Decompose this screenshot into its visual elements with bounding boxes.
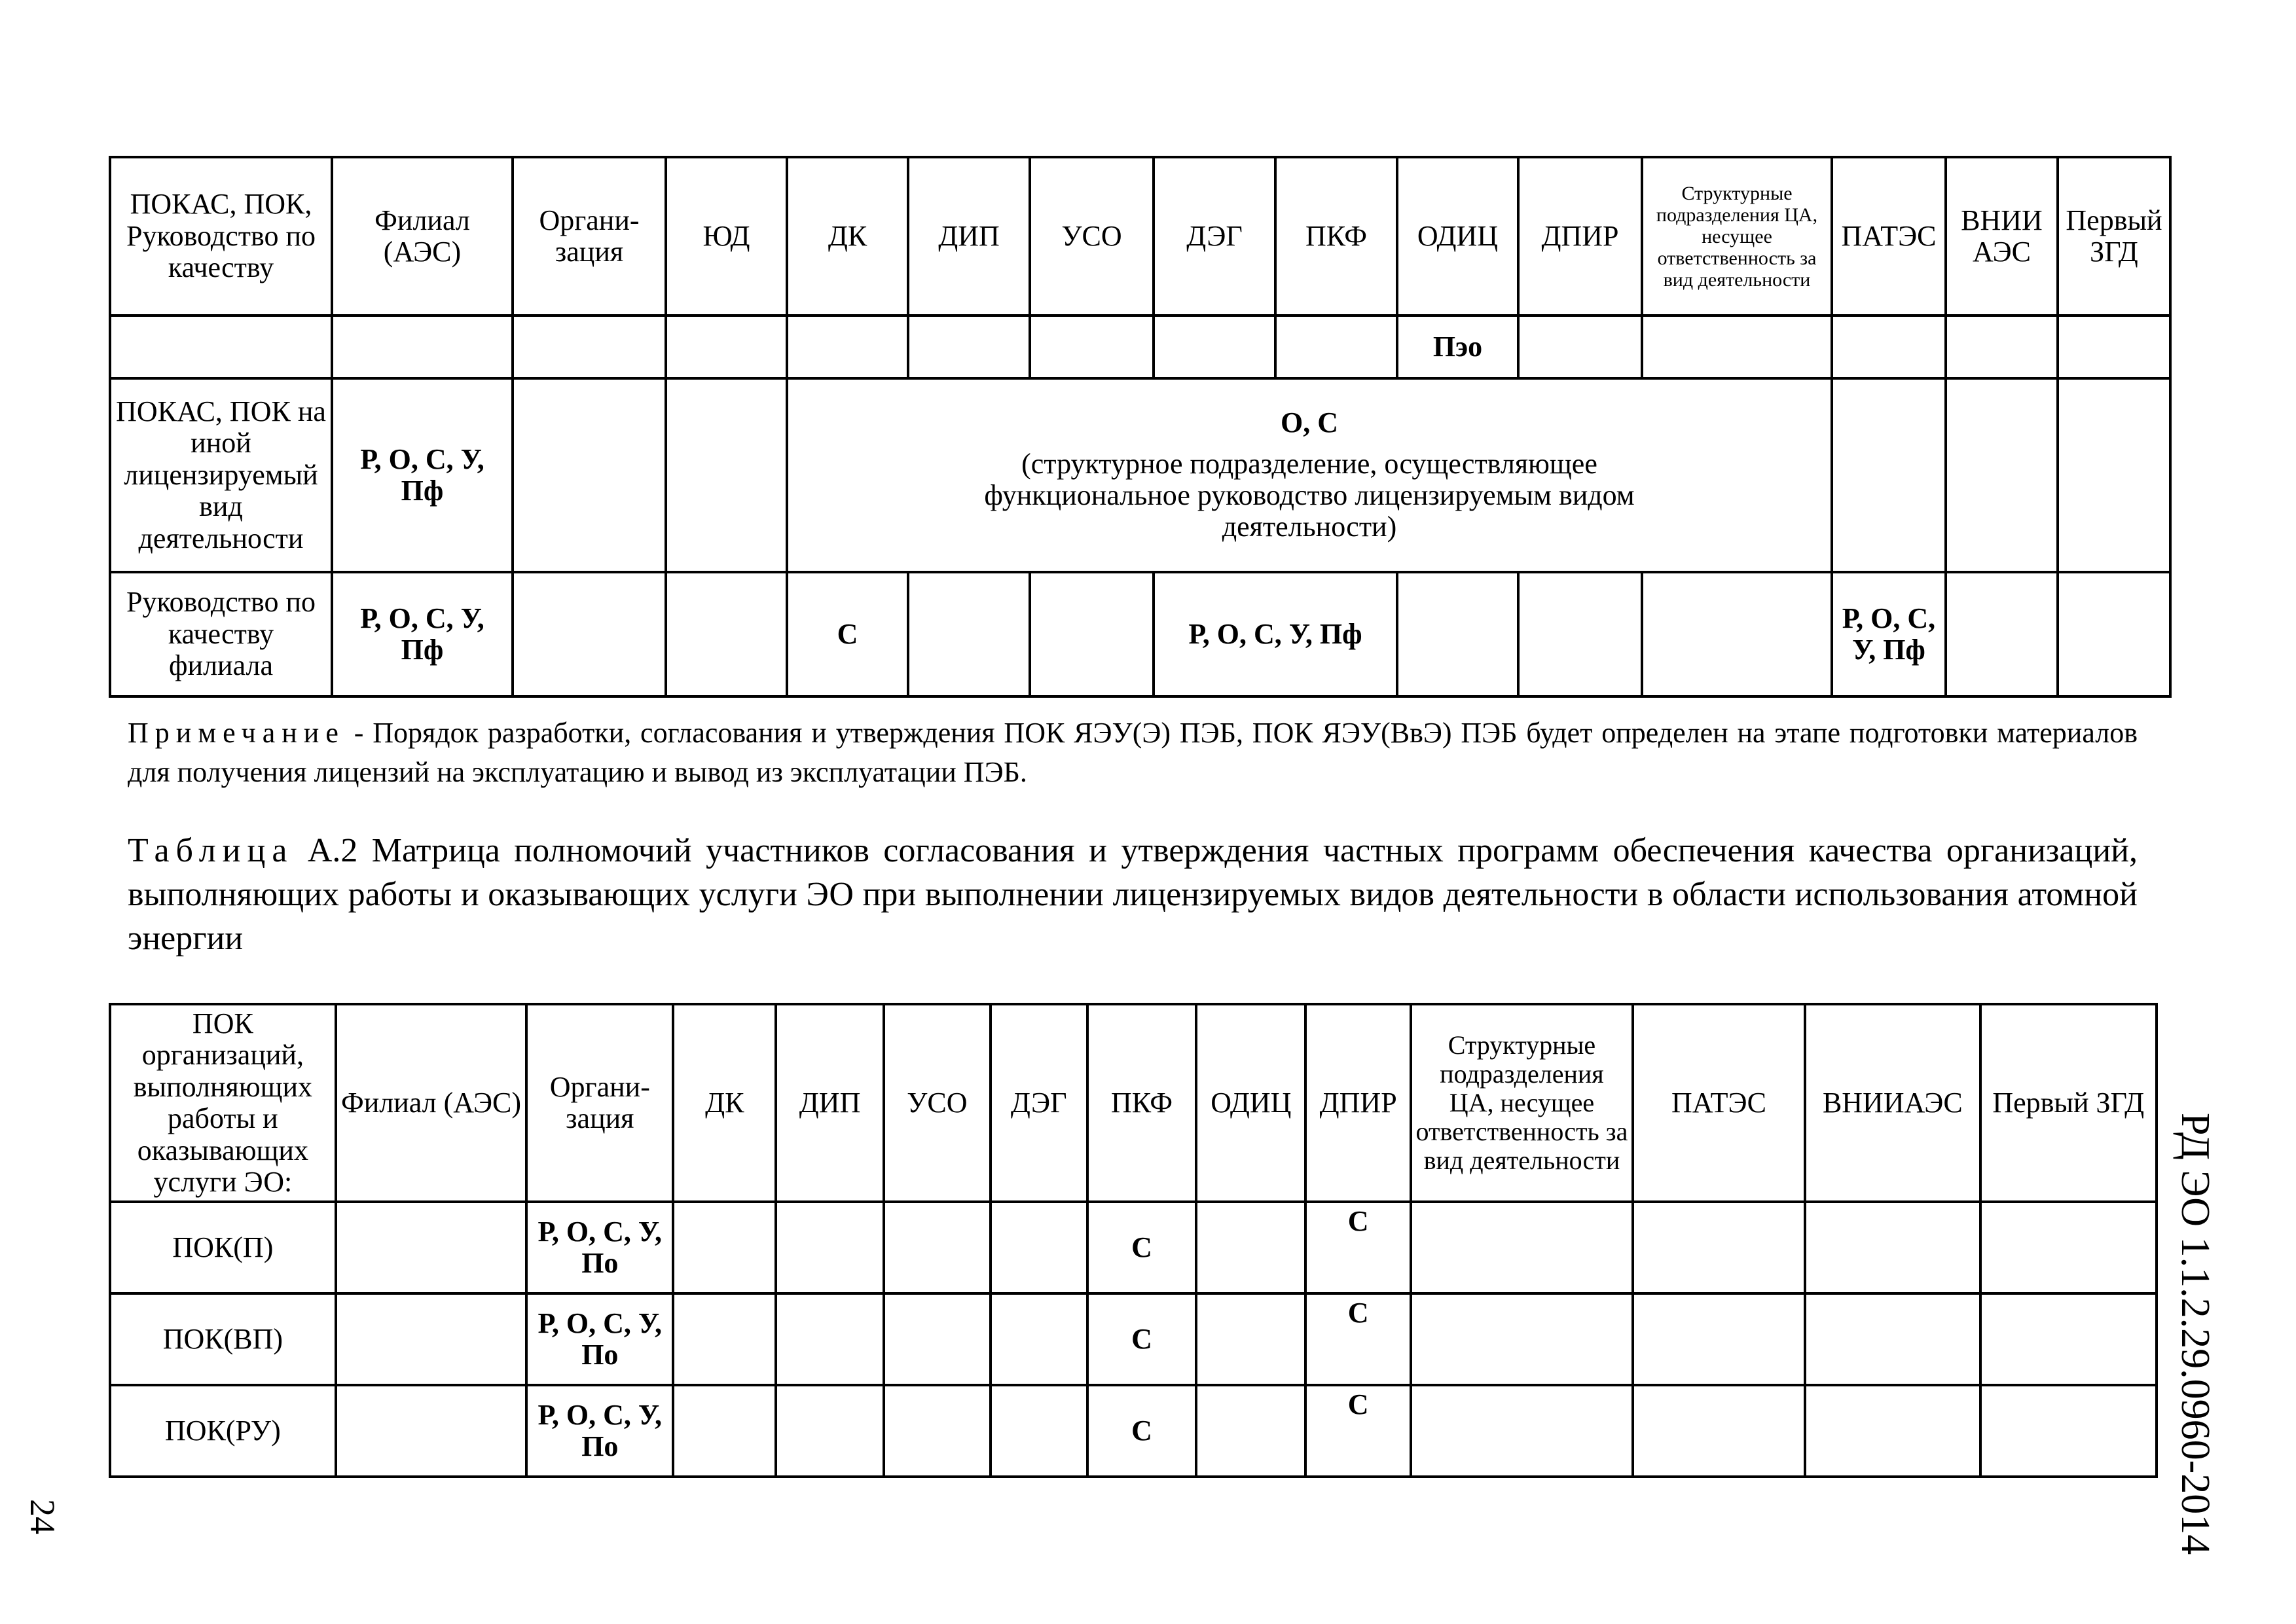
cell (1832, 378, 1946, 572)
cell (1154, 316, 1275, 378)
table-note (128, 713, 2138, 792)
cell (2058, 378, 2170, 572)
cell (1805, 1202, 1980, 1293)
document-id: РД ЭО 1.1.2.29.0960-2014 (2173, 1113, 2217, 1555)
cell (1980, 1202, 2157, 1293)
cell (673, 1293, 776, 1385)
cell-org-value: Р, О, С, У, По (526, 1385, 673, 1477)
header-first-zgd: Первый ЗГД (1980, 1004, 2157, 1202)
row-label: Руководство по качеству филиала (110, 572, 332, 696)
cell (884, 1385, 991, 1477)
cell (673, 1385, 776, 1477)
cell (991, 1385, 1087, 1477)
cell (336, 1202, 526, 1293)
caption-text: А.2 Матрица полномочий участников согласования и утверждения частных программ обеспечения качества организаций, выполняющих работы и оказывающих услуги ЭО при выполнении лицензируемых видов деятельности в области использования атомной энергии (128, 832, 2138, 957)
cell-filial-value: Р, О, С, У, Пф (332, 572, 513, 696)
header-dk: ДК (787, 157, 908, 316)
table-header-row (110, 157, 2170, 316)
cell (332, 316, 513, 378)
header-vniiaes: ВНИИАЭС (1805, 1004, 1980, 1202)
cell (1030, 316, 1154, 378)
cell (1642, 572, 1832, 696)
cell (513, 316, 666, 378)
header-dk: ДК (673, 1004, 776, 1202)
cell (336, 1293, 526, 1385)
row-label: ПОК(ВП) (110, 1293, 336, 1385)
cell (908, 316, 1030, 378)
header-pkf: ПКФ (1087, 1004, 1197, 1202)
row-label: ПОК(РУ) (110, 1385, 336, 1477)
table-caption (128, 829, 2138, 960)
cell (1275, 316, 1397, 378)
merged-cell-text: (структурное подразделение, осуществляющее функциональное руководство лицензируемым видом деятельности) (984, 447, 1635, 543)
cell (884, 1293, 991, 1385)
header-filial: Филиал (АЭС) (336, 1004, 526, 1202)
cell (1411, 1202, 1633, 1293)
cell (666, 316, 787, 378)
cell (908, 572, 1030, 696)
cell (1642, 316, 1832, 378)
cell (1196, 1385, 1305, 1477)
cell (1518, 316, 1642, 378)
cell (673, 1202, 776, 1293)
header-deg: ДЭГ (1154, 157, 1275, 316)
cell (884, 1202, 991, 1293)
header-filial: Филиал (АЭС) (332, 157, 513, 316)
table-row (110, 378, 2170, 572)
cell (1946, 316, 2058, 378)
cell (1196, 1202, 1305, 1293)
header-odic: ОДИЦ (1397, 157, 1518, 316)
cell (513, 378, 666, 572)
cell (776, 1202, 884, 1293)
cell (1805, 1385, 1980, 1477)
cell-org-value: Р, О, С, У, По (526, 1202, 673, 1293)
header-deg: ДЭГ (991, 1004, 1087, 1202)
merged-cell (787, 378, 1832, 572)
header-pates: ПАТЭС (1832, 157, 1946, 316)
authority-matrix-table-2 (109, 1003, 2158, 1478)
cell-pkf-value: С (1087, 1385, 1197, 1477)
cell-deg-value: Р, О, С, У, Пф (1154, 572, 1397, 696)
cell (513, 572, 666, 696)
cell-pkf-value: С (1087, 1293, 1197, 1385)
cell (1946, 378, 2058, 572)
table-row (110, 572, 2170, 696)
cell-pkf-value: С (1087, 1202, 1197, 1293)
header-structural-units: Структурные подразделения ЦА, несущее ответственность за вид деятельности (1411, 1004, 1633, 1202)
page-number: 24 (23, 1499, 62, 1534)
cell-dpir-value: С (1305, 1385, 1411, 1477)
header-vniiaes: ВНИИ АЭС (1946, 157, 2058, 316)
header-dip: ДИП (908, 157, 1030, 316)
cell-dpir-value: С (1305, 1202, 1411, 1293)
note-text: - Порядок разработки, согласования и утверждения ПОК ЯЭУ(Э) ПЭБ, ПОК ЯЭУ(ВвЭ) ПЭБ будет определен на этапе подготовки материалов для получения лицензий на эксплуатацию и вывод из эксплуатации ПЭБ. (128, 717, 2138, 788)
cell (1946, 572, 2058, 696)
header-dpir: ДПИР (1305, 1004, 1411, 1202)
cell (1805, 1293, 1980, 1385)
cell (1980, 1385, 2157, 1477)
cell (787, 316, 908, 378)
header-first-zgd: Первый ЗГД (2058, 157, 2170, 316)
cell (776, 1385, 884, 1477)
cell (1411, 1385, 1633, 1477)
header-organization: Органи-зация (526, 1004, 673, 1202)
header-pokas: ПОКАС, ПОК, Руководство по качеству (110, 157, 332, 316)
caption-lead: Таблица (128, 832, 294, 869)
cell-filial-value: Р, О, С, У, Пф (332, 378, 513, 572)
cell (1518, 572, 1642, 696)
table-row (110, 316, 2170, 378)
header-uso: УСО (1030, 157, 1154, 316)
cell (991, 1202, 1087, 1293)
row-label: ПОКАС, ПОК на иной лицензируемый вид деятельности (110, 378, 332, 572)
authority-matrix-table-1 (109, 156, 2172, 698)
note-lead: Примечание (128, 717, 345, 749)
table-row (110, 1385, 2157, 1477)
table-row (110, 1293, 2157, 1385)
cell (1397, 572, 1518, 696)
cell (991, 1293, 1087, 1385)
cell-dk-value: С (787, 572, 908, 696)
cell (110, 316, 332, 378)
header-yud: ЮД (666, 157, 787, 316)
cell-odic-value: Пэо (1397, 316, 1518, 378)
header-dip: ДИП (776, 1004, 884, 1202)
cell (336, 1385, 526, 1477)
cell (1633, 1293, 1805, 1385)
cell (776, 1293, 884, 1385)
cell-dpir-value: С (1305, 1293, 1411, 1385)
header-dpir: ДПИР (1518, 157, 1642, 316)
cell (2058, 316, 2170, 378)
header-uso: УСО (884, 1004, 991, 1202)
cell (1030, 572, 1154, 696)
cell-pates-value: Р, О, С, У, Пф (1832, 572, 1946, 696)
header-pates: ПАТЭС (1633, 1004, 1805, 1202)
cell (1633, 1385, 1805, 1477)
header-pkf: ПКФ (1275, 157, 1397, 316)
cell-org-value: Р, О, С, У, По (526, 1293, 673, 1385)
header-organization: Органи-зация (513, 157, 666, 316)
cell (1832, 316, 1946, 378)
header-structural-units: Структурные подразделения ЦА, несущее ответственность за вид деятельности (1642, 157, 1832, 316)
merged-cell-title: О, С (1281, 406, 1338, 439)
cell (1633, 1202, 1805, 1293)
row-label: ПОК(П) (110, 1202, 336, 1293)
cell (666, 572, 787, 696)
table-row (110, 1202, 2157, 1293)
cell (2058, 572, 2170, 696)
table-header-row (110, 1004, 2157, 1202)
header-pok-organizations: ПОК организаций, выполняющих работы и оказывающих услуги ЭО: (110, 1004, 336, 1202)
cell (1196, 1293, 1305, 1385)
cell (1980, 1293, 2157, 1385)
cell (1411, 1293, 1633, 1385)
cell (666, 378, 787, 572)
header-odic: ОДИЦ (1196, 1004, 1305, 1202)
